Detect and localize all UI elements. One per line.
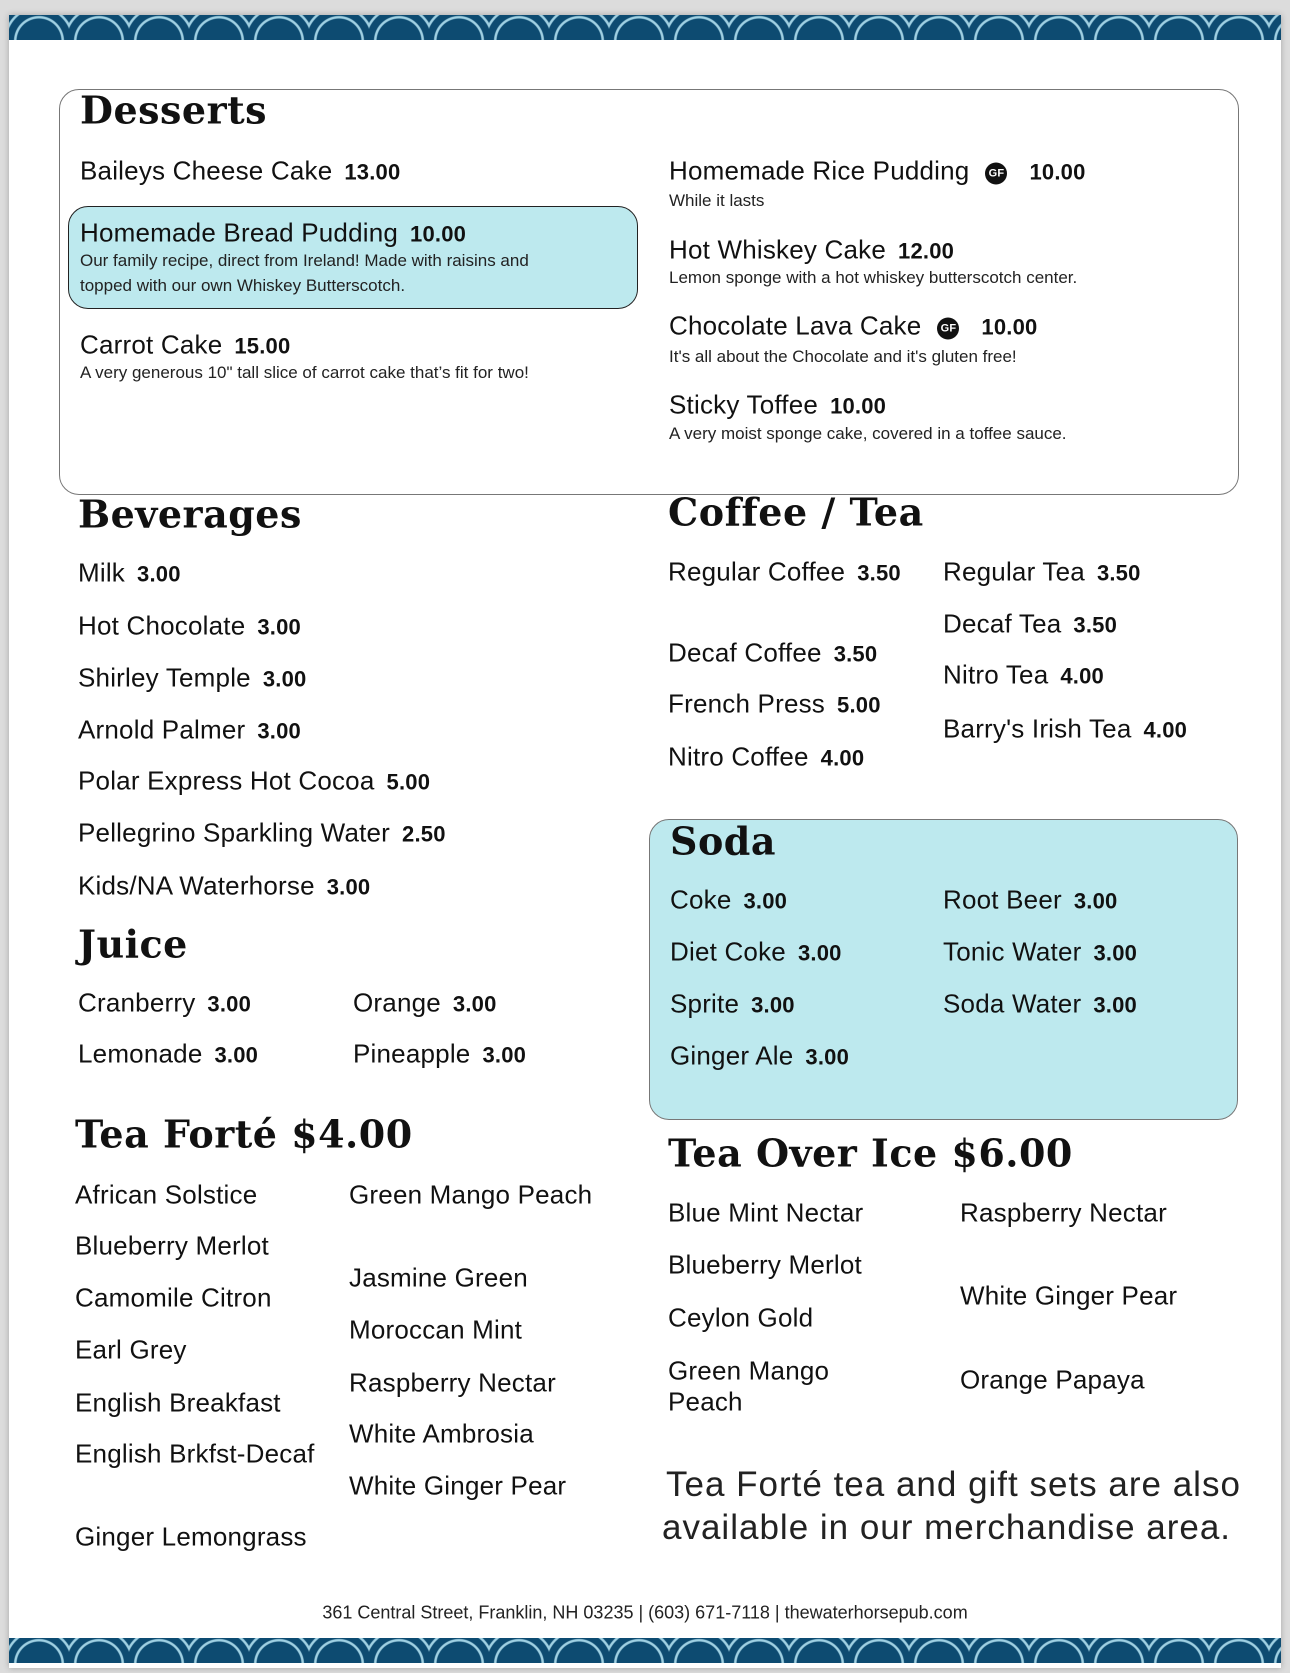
menu-item: Orange 3.00	[353, 987, 497, 1018]
item-description: While it lasts	[669, 191, 765, 210]
menu-item: Nitro Tea 4.00	[943, 659, 1104, 690]
tea-over-ice-title: Tea Over Ice $6.00	[668, 1130, 1073, 1176]
menu-item: Ginger Ale 3.00	[670, 1040, 850, 1071]
item-description: Lemon sponge with a hot whiskey butterscotch center.	[669, 268, 1078, 287]
menu-item: Nitro Coffee 4.00	[668, 741, 865, 772]
menu-item: Camomile Citron	[75, 1282, 272, 1313]
menu-item: Decaf Tea 3.50	[943, 608, 1118, 639]
menu-item: Ceylon Gold	[668, 1302, 814, 1333]
menu-item: Homemade Rice Pudding GF 10.00	[669, 155, 1086, 186]
menu-item: Raspberry Nectar	[960, 1197, 1167, 1228]
menu-item: Homemade Bread Pudding 10.00	[80, 217, 467, 248]
menu-item: Milk 3.00	[78, 557, 181, 588]
menu-item: Hot Chocolate 3.00	[78, 610, 301, 641]
item-description: It's all about the Chocolate and it's gluten free!	[669, 347, 1017, 366]
menu-item: Sticky Toffee 10.00	[669, 389, 887, 420]
menu-item: Cranberry 3.00	[78, 987, 252, 1018]
top-banner-pattern	[9, 15, 1281, 40]
item-description: A very generous 10" tall slice of carrot cake that’s fit for two!	[80, 363, 529, 382]
soda-box	[649, 819, 1238, 1120]
soda-title: Soda	[670, 818, 776, 864]
menu-item: African Solstice	[75, 1179, 258, 1210]
merchandise-note: available in our merchandise area.	[662, 1508, 1232, 1547]
menu-item: Coke 3.00	[670, 884, 788, 915]
menu-item: Regular Tea 3.50	[943, 556, 1141, 587]
bottom-banner-pattern	[9, 1638, 1281, 1663]
item-description: topped with our own Whiskey Butterscotch.	[80, 276, 406, 295]
menu-item: Decaf Coffee 3.50	[668, 637, 878, 668]
menu-item: White Ginger Pear	[960, 1280, 1178, 1311]
menu-item: Jasmine Green	[349, 1262, 528, 1293]
gluten-free-icon: GF	[985, 163, 1007, 185]
menu-item: Root Beer 3.00	[943, 884, 1118, 915]
menu-item: Pellegrino Sparkling Water 2.50	[78, 817, 446, 848]
menu-item: Blueberry Merlot	[75, 1230, 269, 1261]
menu-item: French Press 5.00	[668, 688, 881, 719]
menu-item: White Ginger Pear	[349, 1470, 567, 1501]
coffee-tea-title: Coffee / Tea	[668, 489, 924, 535]
menu-item: Orange Papaya	[960, 1364, 1145, 1395]
menu-item: Blue Mint Nectar	[668, 1197, 864, 1228]
menu-item: English Brkfst-Decaf	[75, 1438, 315, 1469]
menu-item: Raspberry Nectar	[349, 1367, 556, 1398]
footer-contact: 361 Central Street, Franklin, NH 03235 | (603) 671-7118 | thewaterhorsepub.com	[322, 1602, 968, 1623]
menu-item: Diet Coke 3.00	[670, 936, 842, 967]
menu-item: Earl Grey	[75, 1334, 187, 1365]
menu-item: Green Mango	[668, 1355, 830, 1386]
menu-item: Peach	[668, 1386, 743, 1417]
desserts-title: Desserts	[80, 87, 268, 133]
gluten-free-icon: GF	[937, 318, 959, 340]
menu-item: Hot Whiskey Cake 12.00	[669, 234, 955, 265]
menu-item: Regular Coffee 3.50	[668, 556, 901, 587]
menu-item: Polar Express Hot Cocoa 5.00	[78, 765, 431, 796]
juice-title: Juice	[78, 921, 188, 967]
menu-item: Blueberry Merlot	[668, 1249, 862, 1280]
menu-item: Baileys Cheese Cake 13.00	[80, 155, 401, 186]
menu-item: Moroccan Mint	[349, 1314, 523, 1345]
menu-item: White Ambrosia	[349, 1418, 534, 1449]
menu-item: Soda Water 3.00	[943, 988, 1137, 1019]
item-description: A very moist sponge cake, covered in a toffee sauce.	[669, 424, 1067, 443]
menu-item: Tonic Water 3.00	[943, 936, 1138, 967]
menu-item: Sprite 3.00	[670, 988, 795, 1019]
menu-item: Lemonade 3.00	[78, 1038, 259, 1069]
menu-item: Arnold Palmer 3.00	[78, 714, 301, 745]
item-description: Our family recipe, direct from Ireland! Made with raisins and	[80, 251, 529, 270]
menu-item: Carrot Cake 15.00	[80, 329, 291, 360]
menu-item: English Breakfast	[75, 1387, 281, 1418]
menu-item: Shirley Temple 3.00	[78, 662, 307, 693]
menu-item: Chocolate Lava Cake GF 10.00	[669, 310, 1038, 341]
tea-forte-title: Tea Forté $4.00	[75, 1111, 413, 1157]
menu-item: Pineapple 3.00	[353, 1038, 527, 1069]
menu-item: Green Mango Peach	[349, 1179, 593, 1210]
menu-item: Kids/NA Waterhorse 3.00	[78, 870, 371, 901]
menu-item: Ginger Lemongrass	[75, 1521, 307, 1552]
beverages-title: Beverages	[78, 491, 302, 537]
merchandise-note: Tea Forté tea and gift sets are also	[666, 1465, 1241, 1504]
menu-item: Barry's Irish Tea 4.00	[943, 713, 1188, 744]
